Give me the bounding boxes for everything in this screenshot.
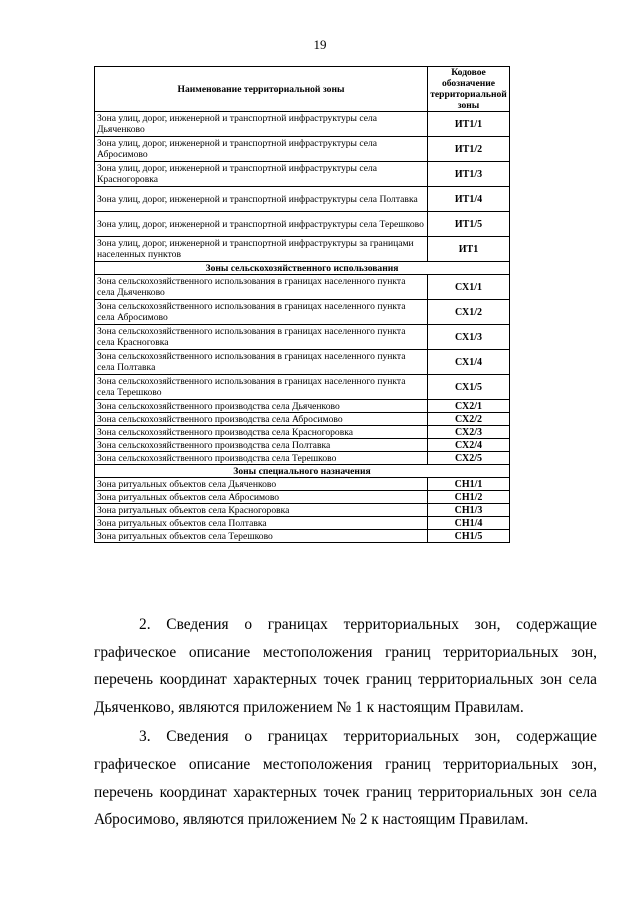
section-row xyxy=(95,465,510,478)
table-row xyxy=(95,530,510,543)
zone-name: Зона улиц, дорог, инженерной и транспортной инфраструктуры села Полтавка xyxy=(95,187,428,212)
zone-code: СН1/1 xyxy=(428,478,510,491)
section-row xyxy=(95,262,510,275)
zone-name: Зона сельскохозяйственного производства села Абросимово xyxy=(95,413,428,426)
table-header-row xyxy=(95,67,510,112)
zone-name: Зона сельскохозяйственного использования в границах населенного пункта села Абросимово xyxy=(95,300,428,325)
zones-table xyxy=(94,66,510,543)
zone-code: СХ2/3 xyxy=(428,426,510,439)
zone-name: Зона ритуальных объектов села Красногоровка xyxy=(95,504,428,517)
zone-name: Зона улиц, дорог, инженерной и транспортной инфраструктуры села Терешково xyxy=(95,212,428,237)
zone-code: СХ1/2 xyxy=(428,300,510,325)
zone-code: СХ2/4 xyxy=(428,439,510,452)
table-row xyxy=(95,491,510,504)
table-row xyxy=(95,413,510,426)
zone-name: Зона сельскохозяйственного использования в границах населенного пункта села Полтавка xyxy=(95,350,428,375)
zone-code: СХ2/5 xyxy=(428,452,510,465)
zone-code: ИТ1/4 xyxy=(428,187,510,212)
table-row xyxy=(95,350,510,375)
table-row xyxy=(95,300,510,325)
table-row xyxy=(95,517,510,530)
zone-code: СХ1/4 xyxy=(428,350,510,375)
table-row xyxy=(95,212,510,237)
section-title: Зоны сельскохозяйственного использования xyxy=(95,262,510,275)
zone-code: ИТ1/1 xyxy=(428,112,510,137)
paragraph: 3. Сведения о границах территориальных зон, содержащие графическое описание местоположения границ территориальных зон, перечень координат характерных точек границ территориальных зон села Абросимово, являются приложением № 2 к настоящим Правилам. xyxy=(94,728,597,829)
zone-code: СХ1/1 xyxy=(428,275,510,300)
page-number: 19 xyxy=(313,37,327,52)
header-zone-code: Кодовое обозначение территориальной зоны xyxy=(428,67,510,112)
zone-name: Зона улиц, дорог, инженерной и транспортной инфраструктуры за границами населенных пунктов xyxy=(95,237,428,262)
table-row xyxy=(95,112,510,137)
paragraph: 2. Сведения о границах территориальных зон, содержащие графическое описание местоположения границ территориальных зон, перечень координат характерных точек границ территориальных зон села Дьяченково, являются приложением № 1 к настоящим Правилам. xyxy=(94,616,597,716)
table-row xyxy=(95,325,510,350)
zone-name: Зона улиц, дорог, инженерной и транспортной инфраструктуры села Красногоровка xyxy=(95,162,428,187)
table-row xyxy=(95,137,510,162)
body-text xyxy=(94,611,597,836)
zone-name: Зона сельскохозяйственного производства села Дьяченково xyxy=(95,400,428,413)
zone-code: ИТ1 xyxy=(428,237,510,262)
table-row xyxy=(95,426,510,439)
table-row xyxy=(95,478,510,491)
zone-code: СХ2/2 xyxy=(428,413,510,426)
zone-code: СН1/5 xyxy=(428,530,510,543)
table-row xyxy=(95,275,510,300)
zone-name: Зона сельскохозяйственного производства села Терешково xyxy=(95,452,428,465)
table-row xyxy=(95,504,510,517)
zone-name: Зона сельскохозяйственного производства села Полтавка xyxy=(95,439,428,452)
zone-code: СН1/4 xyxy=(428,517,510,530)
table-row xyxy=(95,237,510,262)
zone-name: Зона сельскохозяйственного производства села Красногоровка xyxy=(95,426,428,439)
zone-code: СН1/2 xyxy=(428,491,510,504)
zone-name: Зона сельскохозяйственного использования в границах населенного пункта села Красноговка xyxy=(95,325,428,350)
zone-name: Зона ритуальных объектов села Абросимово xyxy=(95,491,428,504)
zone-code: СХ1/5 xyxy=(428,375,510,400)
table-row xyxy=(95,439,510,452)
table-row xyxy=(95,162,510,187)
zone-name: Зона сельскохозяйственного использования в границах населенного пункта села Дьяченково xyxy=(95,275,428,300)
zone-name: Зона сельскохозяйственного использования в границах населенного пункта села Терешково xyxy=(95,375,428,400)
zone-name: Зона ритуальных объектов села Дьяченково xyxy=(95,478,428,491)
table-row xyxy=(95,400,510,413)
zone-name: Зона улиц, дорог, инженерной и транспортной инфраструктуры села Абросимово xyxy=(95,137,428,162)
table-row xyxy=(95,375,510,400)
zone-code: СХ1/3 xyxy=(428,325,510,350)
zone-code: ИТ1/5 xyxy=(428,212,510,237)
zone-code: ИТ1/2 xyxy=(428,137,510,162)
zone-code: ИТ1/3 xyxy=(428,162,510,187)
zone-code: СН1/3 xyxy=(428,504,510,517)
zone-name: Зона ритуальных объектов села Полтавка xyxy=(95,517,428,530)
zone-name: Зона ритуальных объектов села Терешково xyxy=(95,530,428,543)
header-zone-name: Наименование территориальной зоны xyxy=(95,67,428,112)
zone-name: Зона улиц, дорог, инженерной и транспортной инфраструктуры села Дьяченково xyxy=(95,112,428,137)
zone-code: СХ2/1 xyxy=(428,400,510,413)
table-row xyxy=(95,187,510,212)
section-title: Зоны специального назначения xyxy=(95,465,510,478)
table-row xyxy=(95,452,510,465)
